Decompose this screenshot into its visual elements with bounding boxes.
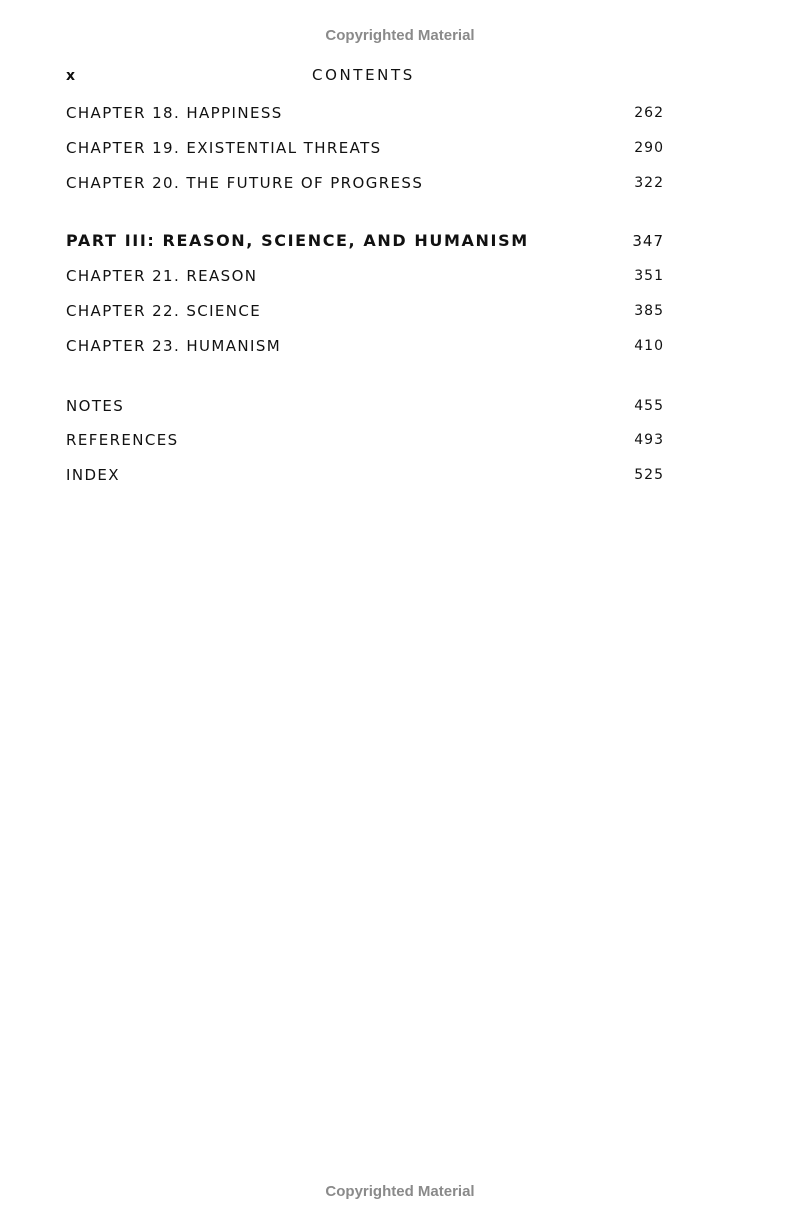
toc-part-label: PART III: REASON, SCIENCE, AND HUMANISM xyxy=(66,231,529,250)
toc-entry-part-3 xyxy=(66,231,666,253)
toc-entry-page: 385 xyxy=(634,303,664,319)
toc-entry-chapter-20 xyxy=(66,174,666,196)
toc-entry-label: CHAPTER 22. SCIENCE xyxy=(66,302,262,320)
toc-entry-label: CHAPTER 21. REASON xyxy=(66,267,258,285)
toc-entry-chapter-21 xyxy=(66,267,666,289)
toc-entry-page: 455 xyxy=(634,398,664,414)
toc-entry-page: 290 xyxy=(634,140,664,156)
toc-entry-page: 347 xyxy=(632,232,664,250)
toc-entry-index xyxy=(66,466,666,488)
copyright-watermark-top: Copyrighted Material xyxy=(325,27,475,44)
toc-entry-page: 525 xyxy=(634,467,664,483)
toc-entry-label: CHAPTER 18. HAPPINESS xyxy=(66,104,283,122)
toc-entry-label: CHAPTER 20. THE FUTURE OF PROGRESS xyxy=(66,174,424,192)
toc-entry-page: 410 xyxy=(634,338,664,354)
toc-entry-page: 351 xyxy=(634,268,664,284)
running-head xyxy=(66,66,666,88)
toc-entry-page: 262 xyxy=(634,105,664,121)
toc-entry-notes xyxy=(66,397,666,419)
toc-entry-page: 493 xyxy=(634,432,664,448)
toc-entry-label: INDEX xyxy=(66,466,120,484)
copyright-watermark-bottom: Copyrighted Material xyxy=(325,1183,475,1200)
toc-entry-references xyxy=(66,431,666,453)
page-title: CONTENTS xyxy=(312,66,415,84)
toc-entry-label: NOTES xyxy=(66,397,125,415)
toc-entry-label: REFERENCES xyxy=(66,431,179,449)
page-folio: x xyxy=(66,68,77,84)
toc-entry-chapter-23 xyxy=(66,337,666,359)
toc-entry-chapter-19 xyxy=(66,139,666,161)
toc-entry-chapter-18 xyxy=(66,104,666,126)
toc-entry-label: CHAPTER 19. EXISTENTIAL THREATS xyxy=(66,139,382,157)
toc-entry-label: CHAPTER 23. HUMANISM xyxy=(66,337,282,355)
toc-entry-chapter-22 xyxy=(66,302,666,324)
toc-entry-page: 322 xyxy=(634,175,664,191)
